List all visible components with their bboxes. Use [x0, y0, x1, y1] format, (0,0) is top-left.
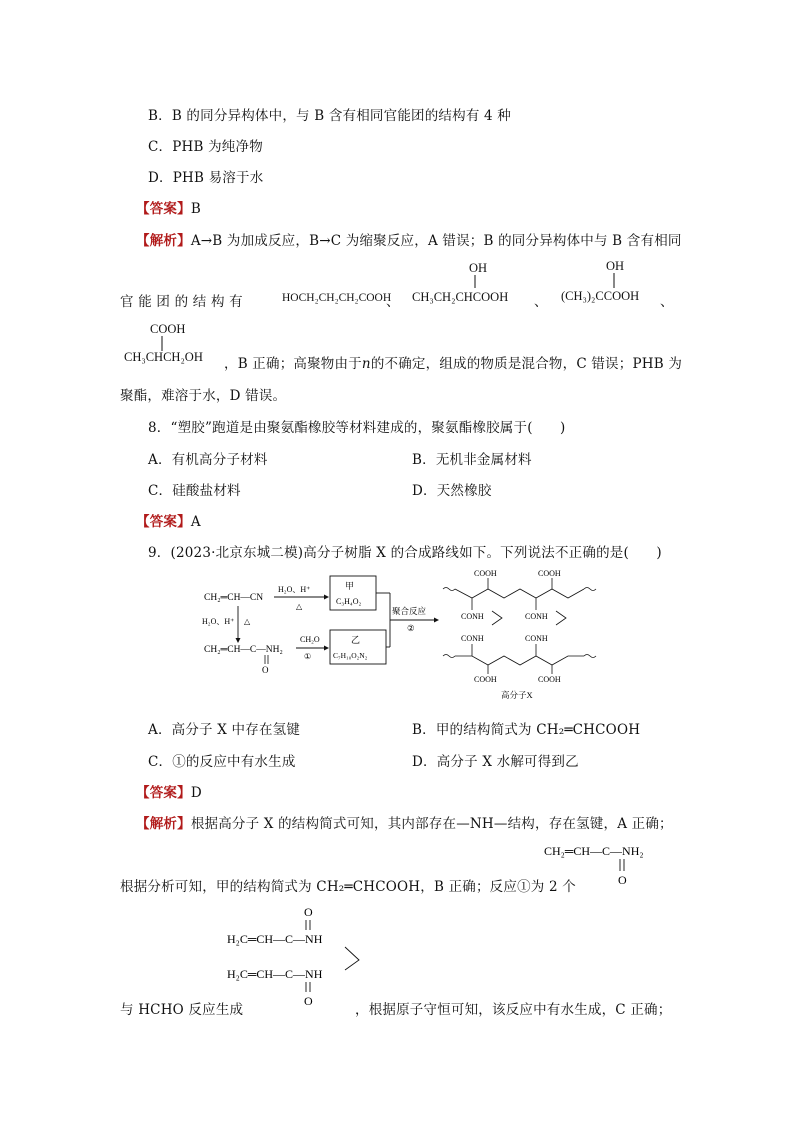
- analysis-tag: 【解析】: [136, 816, 191, 832]
- answer-value: A: [190, 514, 201, 530]
- q7-analysis-line-2: [120, 290, 243, 310]
- acrylamide-o: O: [262, 665, 269, 675]
- isomer-2: CH₃CH₂CHCOOH: [412, 290, 509, 304]
- q9-stem: 9．(2023·北京东城二模)高分子树脂 X 的合成路线如下。下列说法不正确的是( ): [148, 545, 662, 561]
- bis-o-bottom: O: [304, 994, 313, 1008]
- isomer-4: CH₃CHCH₂OH: [124, 350, 203, 364]
- q9-answer: [136, 781, 202, 801]
- condition-2: H₂O、H⁺: [202, 617, 235, 626]
- analysis-text: 官 能 团 的 结 构 有: [120, 294, 243, 310]
- conh-2: CONH: [525, 612, 548, 621]
- analysis-text: 根据高分子 X 的结构简式可知，其内部存在—NH—结构，存在氢键，A 正确；: [190, 816, 673, 832]
- isomer-2-bond: [470, 275, 482, 289]
- cooh-bottom-2: COOH: [538, 675, 561, 684]
- q9-analysis-line-3a: 与 HCHO 反应生成: [120, 1002, 244, 1018]
- isomer-2-oh: OH: [469, 261, 488, 275]
- bis-top-chain: H₂C═CH—C—NH: [227, 932, 323, 946]
- yi-label: 乙: [351, 635, 361, 645]
- q9-analysis-line-1: [136, 812, 673, 832]
- isomer-3: (CH₃)₂CCOOH: [561, 289, 640, 303]
- q7-analysis-line-3: [224, 352, 682, 372]
- answer-value: B: [190, 201, 201, 217]
- yi-formula: C₇H₁₀O₂N₂: [333, 651, 368, 660]
- q7-option-b: B．B 的同分异构体中，与 B 含有相同官能团的结构有 4 种: [148, 108, 512, 124]
- analysis-text: 的不确定，组成的物质是混合物，C 错误；PHB 为: [370, 356, 683, 372]
- condition-1b: △: [296, 602, 303, 611]
- q8-option-a: A．有机高分子材料: [148, 452, 268, 468]
- bis-bottom-chain: H₂C═CH—C—NH: [227, 967, 323, 981]
- polymerization-condition-b: ②: [407, 623, 415, 633]
- q8-option-d: D．天然橡胶: [412, 483, 492, 499]
- synthesis-scheme: [200, 568, 600, 706]
- bis-o-top: O: [304, 905, 313, 919]
- acrylamide: CH₂═CH—C—NH₂: [204, 645, 283, 655]
- cooh-top-1: COOH: [474, 569, 497, 578]
- q8-option-b: B．无机非金属材料: [412, 452, 532, 468]
- q7-answer: [136, 197, 201, 217]
- q9-analysis-line-3b: ，根据原子守恒可知，该反应中有水生成，C 正确；: [355, 1002, 672, 1018]
- condition-3b: ①: [304, 652, 312, 661]
- cooh-bottom-1: COOH: [474, 675, 497, 684]
- condition-2b: △: [244, 617, 251, 626]
- conh-3: CONH: [461, 634, 484, 643]
- condition-3: CH₂O: [300, 635, 320, 644]
- q8-answer: [136, 510, 201, 530]
- isomer-1: HOCH₂CH₂CH₂COOH: [282, 292, 392, 304]
- q8-option-c: C．硅酸盐材料: [148, 483, 241, 499]
- start-material: CH₂═CH—CN: [204, 593, 264, 603]
- answer-tag: 【答案】: [136, 201, 191, 217]
- acrylamide-formula: CH₂═CH—C—NH₂: [544, 844, 644, 858]
- q7-analysis-line-4: 聚酯，难溶于水，D 错误。: [120, 388, 287, 404]
- jia-label: 甲: [345, 581, 355, 591]
- bisacrylamide-structure: [225, 902, 375, 1012]
- separator: 、: [386, 294, 400, 310]
- q9-analysis-line-2: 根据分析可知，甲的结构简式为 CH₂═CHCOOH，B 正确；反应①为 2 个: [120, 879, 576, 895]
- q9-option-d: D．高分子 X 水解可得到乙: [412, 754, 579, 770]
- analysis-tag: 【解析】: [136, 233, 191, 249]
- q7-analysis-line-1: [136, 229, 682, 249]
- answer-value: D: [190, 785, 202, 801]
- isomer-3-bond: [609, 273, 621, 289]
- separator: 、: [660, 294, 674, 310]
- separator: 、: [534, 294, 548, 310]
- q9-option-c: C．①的反应中有水生成: [148, 754, 296, 770]
- isomer-3-oh: OH: [606, 259, 625, 273]
- q8-stem: 8．“塑胶”跑道是由聚氨酯橡胶等材料建成的，聚氨酯橡胶属于( ): [148, 420, 566, 436]
- polymerization-condition: 聚合反应: [392, 606, 427, 616]
- analysis-text: A→B 为加成反应，B→C 为缩聚反应，A 错误；B 的同分异构体中与 B 含有相同: [190, 233, 682, 249]
- answer-tag: 【答案】: [136, 514, 191, 530]
- q7-option-d: D．PHB 易溶于水: [148, 170, 264, 186]
- acrylamide-o: O: [618, 873, 627, 887]
- conh-4: CONH: [525, 634, 548, 643]
- cooh-top-2: COOH: [538, 569, 561, 578]
- jia-formula: C₃H₄O₂: [336, 597, 362, 606]
- answer-tag: 【答案】: [136, 785, 191, 801]
- n-variable: n: [361, 356, 371, 372]
- condition-1: H₂O、H⁺: [278, 585, 311, 594]
- q9-option-b: B．甲的结构简式为 CH₂═CHCOOH: [412, 722, 641, 738]
- q9-option-a: A．高分子 X 中存在氢键: [148, 722, 301, 738]
- q7-option-c: C．PHB 为纯净物: [148, 139, 263, 155]
- polymer-label: 高分子X: [501, 690, 533, 700]
- isomer-4-cooh: COOH: [150, 322, 186, 336]
- analysis-text: ，B 正确；高聚物由于: [224, 356, 362, 372]
- conh-1: CONH: [461, 612, 484, 621]
